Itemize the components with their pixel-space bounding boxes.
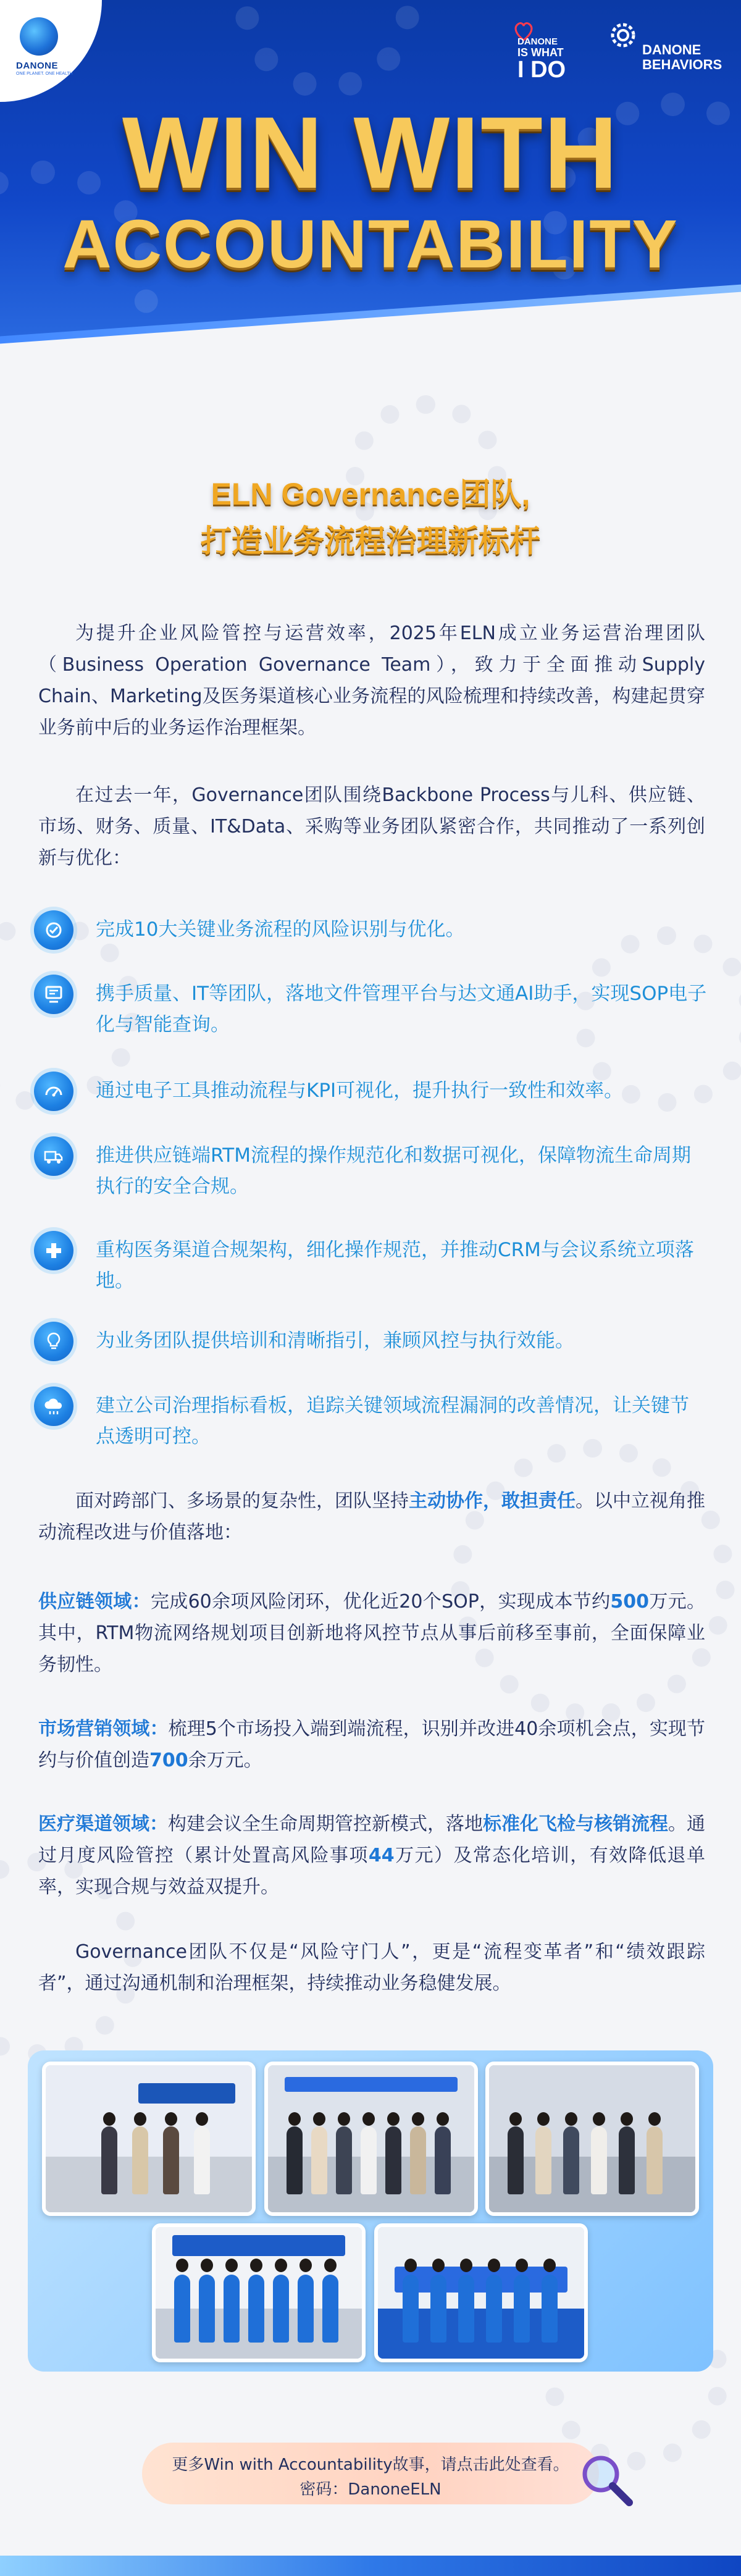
list-item (34, 1136, 713, 1198)
page-title (0, 96, 741, 285)
medical-risk-value: 44 (368, 1845, 395, 1866)
medical-paragraph (38, 1808, 705, 1903)
bullet-text: 为业务团队提供培训和清晰指引，兼顾风控与执行效能。 (96, 1330, 574, 1352)
logo-tagline: ONE PLANET. ONE HEALTH (16, 72, 73, 76)
list-item (34, 1231, 713, 1293)
team-photo[interactable] (374, 2223, 588, 2362)
danone-is-what-i-do-badge (513, 20, 573, 82)
medical-text: 构建会议全生命周期管控新模式，落地 (168, 1813, 483, 1835)
list-item (34, 1072, 713, 1133)
lightbulb-icon (34, 1322, 73, 1361)
list-item (34, 1387, 713, 1448)
bullet-text: 建立公司治理指标看板，追踪关键领域流程漏洞的改善情况，让关键节点透明可控。 (96, 1395, 689, 1448)
medical-highlight: 标准化飞检与核销流程 (483, 1813, 668, 1835)
title-line-1: WIN WITH (122, 96, 619, 209)
team-photo[interactable] (42, 2062, 256, 2216)
cloud-network-icon (34, 1387, 73, 1426)
gear-decoration (235, 0, 420, 99)
hero-banner (0, 0, 741, 445)
supply-chain-text-2: 万元。其中，RTM物流网络规划项目创新地将风控节点从事后前移至事前，全面保障业务韧性。 (38, 1591, 706, 1676)
medical-label: 医疗渠道领域： (38, 1813, 168, 1835)
medical-text-3: 万元）及常态化培训，有效降低退单率，实现合规与效益双提升。 (38, 1845, 706, 1898)
team-photo[interactable] (485, 2062, 699, 2216)
password-text: 密码：DanoneELN (299, 2480, 442, 2499)
marketing-label: 市场营销领域： (38, 1718, 169, 1740)
truck-icon (34, 1136, 73, 1176)
badge-line-1: DANONE (517, 36, 558, 47)
magnifier-icon[interactable] (577, 2451, 637, 2510)
danone-logo[interactable] (0, 0, 102, 102)
gear-icon (605, 17, 641, 53)
behaviors-line-1: DANONE (642, 42, 701, 57)
bullet-text: 重构医务渠道合规架构，细化操作规范，并推动CRM与会议系统立项落地。 (96, 1239, 694, 1292)
badge-line-2: IS WHAT (517, 46, 564, 59)
list-item (34, 910, 713, 972)
document-ai-icon (34, 975, 73, 1014)
list-item (34, 1322, 713, 1383)
collaboration-paragraph (38, 1485, 705, 1548)
list-item (34, 975, 713, 1036)
marketing-paragraph (38, 1713, 705, 1776)
bullet-text: 推进供应链端RTM流程的操作规范化和数据可视化，保障物流生命周期执行的安全合规。 (96, 1144, 691, 1198)
dashboard-icon (34, 1072, 73, 1111)
checklist-icon (34, 910, 73, 950)
logo-text: DANONE (16, 61, 59, 71)
more-stories-text[interactable]: 更多Win with Accountability故事，请点击此处查看。 (172, 2456, 569, 2474)
section-subtitle (0, 471, 741, 564)
marketing-text: 梳理5个市场投入端到端流程，识别并改进40余项机会点，实现节约与价值创造 (38, 1718, 705, 1771)
supply-chain-savings-value: 500 (610, 1591, 650, 1613)
collab-text-before: 面对跨部门、多场景的复杂性，团队坚持 (75, 1490, 409, 1512)
bullet-text: 通过电子工具推动流程与KPI可视化，提升执行一致性和效率。 (96, 1080, 624, 1102)
behaviors-line-2: BEHAVIORS (642, 57, 722, 72)
danone-logo-icon (20, 17, 58, 56)
medical-cross-icon (34, 1231, 73, 1270)
closing-paragraph: Governance团队不仅是“风险守门人”，更是“流程变革者”和“绩效跟踪者”，通过沟通机制和治理框架，持续推动业务稳健发展。 (38, 1941, 705, 1994)
subtitle-line-2: 打造业务流程治理新标杆 (201, 524, 540, 558)
team-photo[interactable] (152, 2223, 366, 2362)
intro-paragraph-1: 为提升企业风险管控与运营效率，2025年ELN成立业务运营治理团队（Business Operation Governance Team），致力于全面推动Supply Chain、Marketing及医务渠道核心业务流程的风险梳理和持续改善，构建起贯穿业务前中后的业务运作治理框架。 (38, 623, 705, 739)
collab-text-after: 。以中立视角推动流程改进与价值落地： (38, 1490, 705, 1543)
supply-chain-text: 完成60余项风险闭环，优化近20个SOP，实现成本节约 (150, 1591, 611, 1613)
badge-line-3: I DO (517, 57, 566, 83)
medical-text-2: 。通过月度风险管控（累计处置高风险事项 (38, 1813, 705, 1866)
bullet-text: 携手质量、IT等团队，落地文件管理平台与达文通AI助手，实现SOP电子化与智能查询。 (96, 983, 707, 1036)
marketing-text-2: 余万元。 (188, 1750, 262, 1771)
collab-emphasis: 主动协作，敢担责任 (409, 1490, 576, 1512)
subtitle-line-1: ELN Governance团队, (211, 477, 530, 511)
title-line-2: ACCOUNTABILITY (62, 206, 679, 282)
gear-decoration (451, 1439, 735, 1723)
supply-chain-paragraph (38, 1586, 705, 1680)
supply-chain-label: 供应链领域： (38, 1591, 151, 1613)
bullet-text: 完成10大关键业务流程的风险识别与优化。 (96, 918, 465, 941)
danone-behaviors-badge (599, 17, 729, 85)
bottom-decoration-strip (0, 2556, 741, 2576)
marketing-value: 700 (149, 1750, 188, 1771)
intro-paragraph-2: 在过去一年，Governance团队围绕Backbone Process与儿科、供应链、市场、财务、质量、IT&Data、采购等业务团队紧密合作，共同推动了一系列创新与优化： (38, 784, 705, 869)
team-photo[interactable] (264, 2062, 478, 2216)
